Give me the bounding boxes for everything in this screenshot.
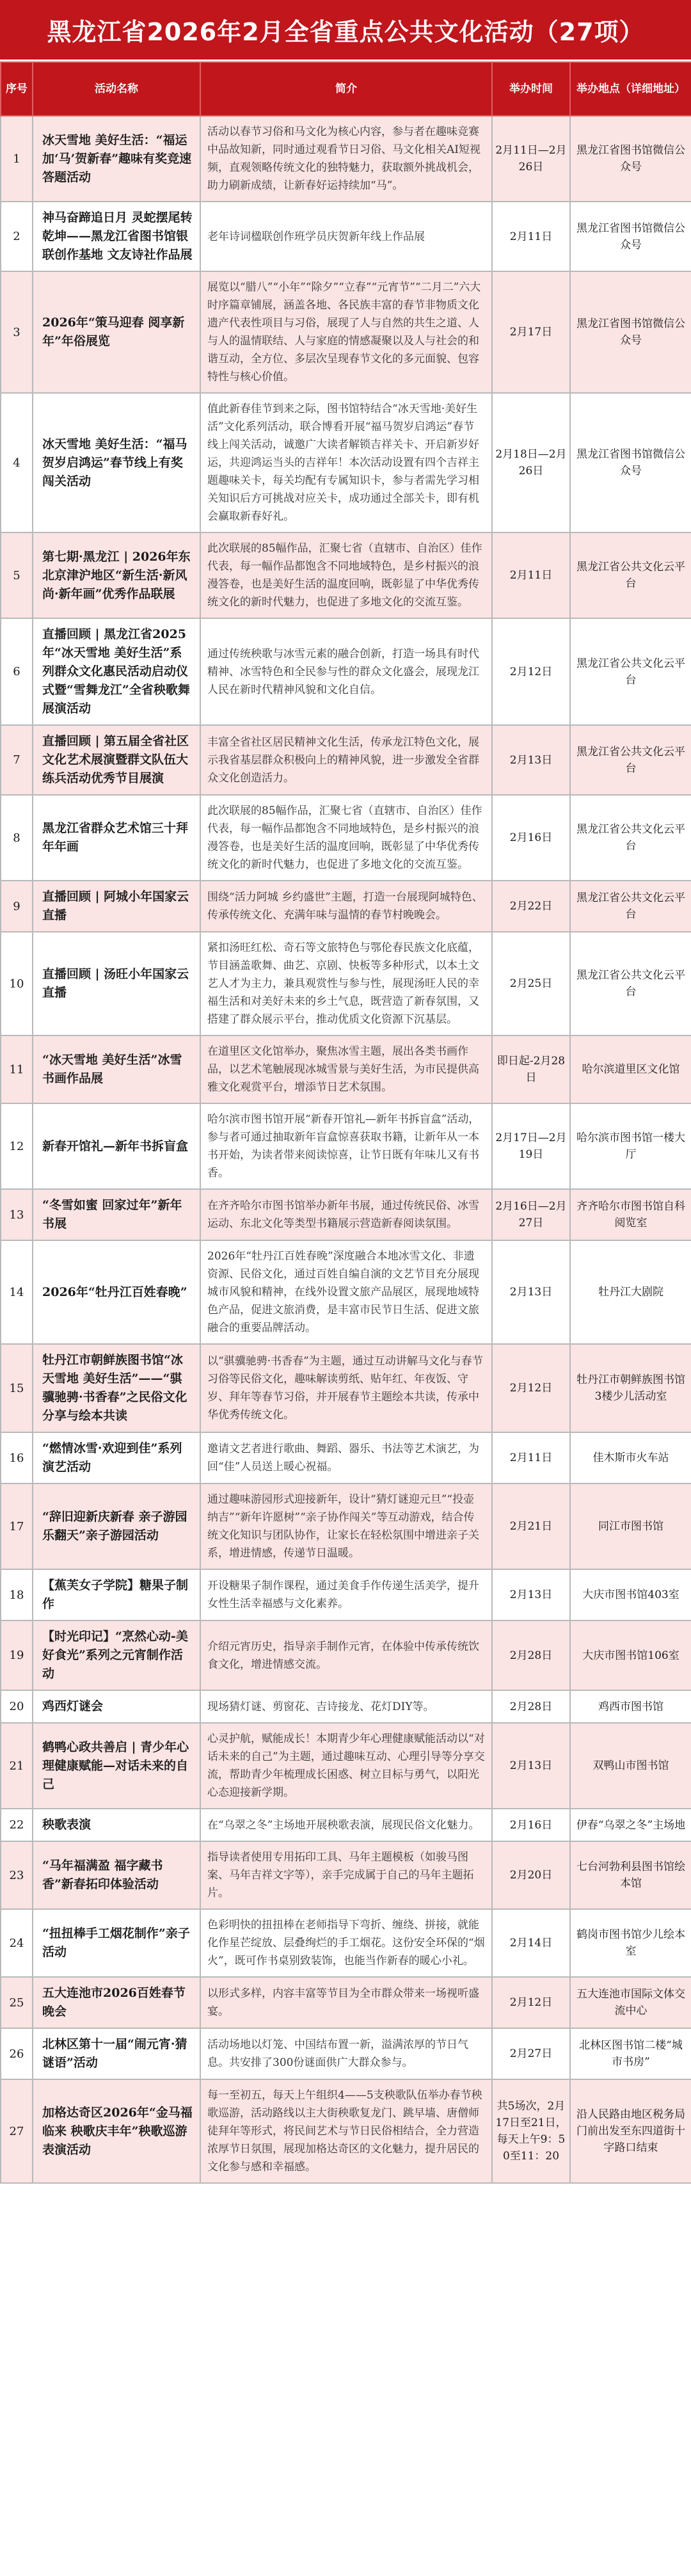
activity-location: 牡丹江市朝鲜族图书馆3楼少儿活动室 [570,1344,691,1432]
table-row [1,1620,691,1690]
table-row [1,532,691,618]
activity-location: 黑龙江省公共文化云平台 [570,881,691,932]
table-row [1,1809,691,1841]
activity-location: 黑龙江省图书馆微信公众号 [570,116,691,202]
activity-location: 同江市图书馆 [570,1484,691,1569]
table-header-row [1,62,691,116]
activity-time: 2月12日 [492,1344,570,1432]
activity-name: “马年福满盈 福字藏书香”新春拓印体验活动 [33,1841,200,1909]
activity-description: 值此新春佳节到来之际，图书馆特结合“冰天雪地·美好生活”文化系列活动，联合博看开展“福马贺岁启鸿运”春节线上闯关活动，诚邀广大读者解锁吉祥关卡、开启新岁好运，共迎鸿运当头的吉祥年！本次活动设置有四个吉祥主题趣味关卡，每关均配有专属知识卡，参与者需先学习相关知识后方可挑战对应关卡，成功通过全部关卡，即有机会赢取新春好礼。 [200,393,492,532]
activity-description: 在齐齐哈尔市图书馆举办新年书展，通过传统民俗、冰雪运动、东北文化等类型书籍展示营造新春阅读氛围。 [200,1189,492,1240]
row-number: 10 [1,932,33,1036]
activity-description: 每一至初五，每天上午组织4——5支秧歌队伍举办春节秧歌巡游，活动路线以主大街秧歌复龙门、跳早墙、唐僧师徒拜年等形式，将民间艺术与节日民俗相结合，全力营造浓厚节日氛围，展现加格达奇区的文化魅力，提升居民的文化参与感和幸福感。 [200,2079,492,2183]
activity-time: 2月17日 [492,271,570,393]
activity-name: 牡丹江市朝鲜族图书馆“冰天雪地 美好生活”——“骐骥驰骋·书香春”之民俗文化分享与绘本共读 [33,1344,200,1432]
row-number: 14 [1,1240,33,1344]
activity-location: 哈尔滨市图书馆一楼大厅 [570,1103,691,1189]
activity-time: 2月18日—2月26日 [492,393,570,532]
activity-location: 牡丹江大剧院 [570,1240,691,1344]
activity-description: 在道里区文化馆举办，聚焦冰雪主题，展出各类书画作品，以艺术笔触展现冰城雪景与美好生活，为市民提供高雅文化观赏平台，增添节日艺术氛围。 [200,1036,492,1103]
activity-name: 直播回顾 | 第五届全省社区文化艺术展演暨群文队伍大练兵活动优秀节目展演 [33,725,200,795]
row-number: 3 [1,271,33,393]
activity-name: 【蕉芙女子学院】糖果子制作 [33,1569,200,1620]
row-number: 5 [1,532,33,618]
activity-name: 五大连池市2026百姓春节晚会 [33,1977,200,2028]
activity-description: 色彩明快的扭扭棒在老师指导下弯折、缠绕、拼接，就能化作星芒绽放、层叠绚烂的手工烟花。这份安全环保的“烟火”，既可作书桌别致装饰，也能当作新春的暖心小礼。 [200,1909,492,1977]
activity-location: 北林区图书馆二楼“城市书房” [570,2028,691,2079]
activity-name: 新春开馆礼—新年书拆盲盒 [33,1103,200,1189]
row-number: 17 [1,1484,33,1569]
activity-description: 心灵护航，赋能成长！本期青少年心理健康赋能活动以“对话未来的自己”为主题，通过趣味互动、心理引导等分享交流，帮助青少年梳理成长困惑、树立目标与勇气，以阳光心态迎接新学期。 [200,1723,492,1809]
activity-location: 佳木斯市火车站 [570,1432,691,1484]
table-row [1,1569,691,1620]
activity-time: 2月11日 [492,1432,570,1484]
row-number: 27 [1,2079,33,2183]
activity-time: 2月28日 [492,1690,570,1723]
table-row [1,1036,691,1103]
activity-time: 2月28日 [492,1620,570,1690]
activities-table [0,61,691,2184]
activity-name: 2026年“牡丹江百姓春晚” [33,1240,200,1344]
activity-time: 2月27日 [492,2028,570,2079]
row-number: 24 [1,1909,33,1977]
activity-name: 第七期·黑龙江 | 2026年东北京津沪地区“新生活·新风尚·新年画”优秀作品联展 [33,532,200,618]
activity-name: “冰天雪地 美好生活”冰雪书画作品展 [33,1036,200,1103]
row-number: 13 [1,1189,33,1240]
activity-description: 介绍元宵历史，指导亲手制作元宵，在体验中传承传统饮食文化，增进情感交流。 [200,1620,492,1690]
activity-name: 秧歌表演 [33,1809,200,1841]
table-row [1,2079,691,2183]
activity-time: 2月11日 [492,202,570,271]
activity-name: 直播回顾 | 阿城小年国家云直播 [33,881,200,932]
row-number: 23 [1,1841,33,1909]
activity-time: 2月13日 [492,1240,570,1344]
activity-name: 加格达奇区2026年“金马福临来 秧歌庆丰年”秧歌巡游表演活动 [33,2079,200,2183]
row-number: 6 [1,618,33,725]
row-number: 2 [1,202,33,271]
activity-time: 2月14日 [492,1909,570,1977]
activity-description: 通过趣味游园形式迎接新年，设计“猜灯谜迎元旦”“投壶纳吉”“新年许愿树”“亲子协作闯关”等互动游戏，结合传统文化知识与团队协作，让家长在轻松氛围中增进亲子关系，增进情感，传递节日温暖。 [200,1484,492,1569]
table-row [1,1240,691,1344]
activity-name: 直播回顾 | 汤旺小年国家云直播 [33,932,200,1036]
activity-location: 黑龙江省图书馆微信公众号 [570,393,691,532]
activity-description: 紧扣汤旺红松、奇石等文旅特色与鄂伦春民族文化底蕴，节目涵盖歌舞、曲艺、京剧、快板等多种形式，以本土文艺人才为主力，兼具观赏性与参与性，展现汤旺人民的幸福生活和对美好未来的乡土气息，既营造了新春氛围，又搭建了群众展示平台，推动优质文化资源下沉基层。 [200,932,492,1036]
row-number: 1 [1,116,33,202]
activity-location: 大庆市图书馆403室 [570,1569,691,1620]
table-row [1,2028,691,2079]
activity-description: 在“乌翠之冬”主场地开展秧歌表演，展现民俗文化魅力。 [200,1809,492,1841]
row-number: 8 [1,795,33,881]
activity-description: 指导读者使用专用拓印工具、马年主题模板（如骏马图案、马年吉祥文字等），亲手完成属于自己的马年主题拓片。 [200,1841,492,1909]
activity-name: 直播回顾 | 黑龙江省2025年“冰天雪地 美好生活”系列群众文化惠民活动启动仪式暨“雪舞龙江”全省秧歌舞展演活动 [33,618,200,725]
activity-time: 2月21日 [492,1484,570,1569]
activity-location: 双鸭山市图书馆 [570,1723,691,1809]
activity-location: 黑龙江省图书馆微信公众号 [570,202,691,271]
row-number: 26 [1,2028,33,2079]
activity-description: 此次联展的85幅作品，汇聚七省（直辖市、自治区）佳作代表，每一幅作品都饱含不同地域特色，是乡村振兴的浪漫答卷，也是美好生活的温度回响，既彰显了中华优秀传统文化的新时代魅力，也促进了多地文化的交流互鉴。 [200,795,492,881]
table-row [1,1723,691,1809]
header-time: 举办时间 [492,62,570,116]
activity-time: 2月13日 [492,725,570,795]
row-number: 15 [1,1344,33,1432]
table-row [1,932,691,1036]
activity-location: 哈尔滨道里区文化馆 [570,1036,691,1103]
activity-name: 冰天雪地 美好生活：“福马贺岁启鸿运”春节线上有奖闯关活动 [33,393,200,532]
activity-location: 黑龙江省公共文化云平台 [570,618,691,725]
table-row [1,1103,691,1189]
activity-description: 以形式多样，内容丰富等节目为全市群众带来一场视听盛宴。 [200,1977,492,2028]
header-no: 序号 [1,62,33,116]
activity-time: 2月16日—2月27日 [492,1189,570,1240]
table-row [1,881,691,932]
activity-location: 七台河勃利县图书馆绘本馆 [570,1841,691,1909]
row-number: 7 [1,725,33,795]
table-row [1,1909,691,1977]
activity-time: 2月12日 [492,618,570,725]
table-row [1,1189,691,1240]
row-number: 16 [1,1432,33,1484]
row-number: 22 [1,1809,33,1841]
activity-name: “燃情冰雪·欢迎到佳”系列演艺活动 [33,1432,200,1484]
activity-location: 鹤岗市图书馆少儿绘本室 [570,1909,691,1977]
table-row [1,1841,691,1909]
activity-description: 现场猜灯谜、剪窗花、吉诗接龙、花灯DIY等。 [200,1690,492,1723]
table-body [1,116,691,2183]
activity-name: 黑龙江省群众艺术馆三十拜年年画 [33,795,200,881]
activity-name: “辞旧迎新庆新春 亲子游园乐翻天”亲子游园活动 [33,1484,200,1569]
table-row [1,795,691,881]
activity-time: 2月11日—2月26日 [492,116,570,202]
activity-description: 邀请文艺者进行歌曲、舞蹈、器乐、书法等艺术演艺，为回“佳”人员送上暖心祝福。 [200,1432,492,1484]
activity-description: 展览以“腊八”“小年”“除夕”“立春”“元宵节”“二月二”六大时序篇章铺展，涵盖各地、各民族丰富的春节非物质文化遗产代表性项目与习俗，展现了人与自然的共生之道、人与人的温情联结、人与家庭的情感凝聚以及人与社会的和谐互动，全方位、多层次呈现春节文化的多元面貌、包容特性与核心价值。 [200,271,492,393]
activity-name: 神马奋蹄追日月 灵蛇摆尾转乾坤——黑龙江省图书馆银联创作基地 文友诗社作品展 [33,202,200,271]
activity-time: 2月22日 [492,881,570,932]
activity-location: 黑龙江省公共文化云平台 [570,725,691,795]
row-number: 4 [1,393,33,532]
row-number: 20 [1,1690,33,1723]
activity-time: 即日起-2月28日 [492,1036,570,1103]
activity-location: 齐齐哈尔市图书馆自科阅览室 [570,1189,691,1240]
activity-time: 2月16日 [492,1809,570,1841]
activity-description: 此次联展的85幅作品，汇聚七省（直辖市、自治区）佳作代表，每一幅作品都饱含不同地域特色，是乡村振兴的浪漫答卷，也是美好生活的温度回响，既彰显了中华优秀传统文化的新时代魅力，也促进了多地文化的交流互鉴。 [200,532,492,618]
table-row [1,271,691,393]
activity-location: 伊春“乌翠之冬”主场地 [570,1809,691,1841]
activity-location: 鸡西市图书馆 [570,1690,691,1723]
activity-description: 2026年“牡丹江百姓春晚”深度融合本地冰雪文化、非遗资源、民俗文化，通过百姓自编自演的文艺节目充分展现城市风貌和精神，在线外设置文旅产品展区，展现地域特色产品，促进文旅消费，是丰富市民节日生活、促进文旅融合的重要品牌活动。 [200,1240,492,1344]
table-row [1,618,691,725]
activity-name: “扭扭棒手工烟花制作”亲子活动 [33,1909,200,1977]
activity-name: 北林区第十一届“闹元宵·猜谜语”活动 [33,2028,200,2079]
activity-location: 黑龙江省公共文化云平台 [570,795,691,881]
activity-time: 2月13日 [492,1723,570,1809]
table-row [1,116,691,202]
activity-location: 黑龙江省图书馆微信公众号 [570,271,691,393]
activity-time: 2月12日 [492,1977,570,2028]
activity-time: 2月13日 [492,1569,570,1620]
table-row [1,1977,691,2028]
activity-location: 大庆市图书馆106室 [570,1620,691,1690]
table-row [1,1690,691,1723]
activity-time: 2月16日 [492,795,570,881]
table-row [1,1344,691,1432]
table-row [1,393,691,532]
row-number: 19 [1,1620,33,1690]
activity-location: 黑龙江省公共文化云平台 [570,932,691,1036]
table-row [1,202,691,271]
row-number: 11 [1,1036,33,1103]
row-number: 12 [1,1103,33,1189]
activity-description: 哈尔滨市图书馆开展“新春开馆礼—新年书拆盲盒”活动，参与者可通过抽取新年盲盒惊喜获取书籍，让新年从一本书开始，为读者带来阅读惊喜，让节日既有年味儿又有书香。 [200,1103,492,1189]
activity-time: 2月20日 [492,1841,570,1909]
table-row [1,725,691,795]
activity-name: 【时光印记】“烹然心动-美好食光”系列之元宵制作活动 [33,1620,200,1690]
activity-description: 活动以春节习俗和马文化为核心内容，参与者在趣味竞赛中品故知新，同时通过观看节日习俗、马文化相关AI短视频，直观领略传统文化的独特魅力，获取额外挑战机会，助力刷新成绩，让新春好运持续加“马”。 [200,116,492,202]
activity-name: 鹤鸭心政共善启 | 青少年心理健康赋能—对话未来的自己 [33,1723,200,1809]
header-name: 活动名称 [33,62,200,116]
row-number: 18 [1,1569,33,1620]
activity-time: 2月11日 [492,532,570,618]
activity-description: 老年诗词楹联创作班学员庆贺新年线上作品展 [200,202,492,271]
header-desc: 简介 [200,62,492,116]
activity-location: 沿人民路由地区税务局门前出发至东四道街十字路口结束 [570,2079,691,2183]
activity-location: 黑龙江省公共文化云平台 [570,532,691,618]
header-location: 举办地点（详细地址） [570,62,691,116]
activity-name: “冬雪如蜜 回家过年”新年书展 [33,1189,200,1240]
table-row [1,1432,691,1484]
activity-description: 开设糖果子制作课程，通过美食手作传递生活美学，提升女性生活幸福感与文化素养。 [200,1569,492,1620]
page-title: 黑龙江省2026年2月全省重点公共文化活动（27项） [0,0,691,61]
activity-location: 五大连池市国际文体交流中心 [570,1977,691,2028]
row-number: 9 [1,881,33,932]
row-number: 25 [1,1977,33,2028]
activity-description: 围绕“活力阿城 乡约盛世”主题，打造一台展现阿城特色、传承传统文化、充满年味与温情的春节村晚晚会。 [200,881,492,932]
activity-name: 鸡西灯谜会 [33,1690,200,1723]
activity-description: 丰富全省社区居民精神文化生活，传承龙江特色文化，展示我省基层群众积极向上的精神风貌，进一步激发全省群众文化创造活力。 [200,725,492,795]
activity-name: 2026年“策马迎春 阅享新年”年俗展览 [33,271,200,393]
activity-time: 2月17日—2月19日 [492,1103,570,1189]
activity-time: 共5场次，2月17日至21日，每天上午9：50至11：20 [492,2079,570,2183]
row-number: 21 [1,1723,33,1809]
activity-description: 活动场地以灯笼、中国结布置一新，溢满浓厚的节日气息。共安排了300份谜面供广大群众参与。 [200,2028,492,2079]
activity-time: 2月25日 [492,932,570,1036]
activity-name: 冰天雪地 美好生活：“福运加‘马’贺新春”趣味有奖竞速答题活动 [33,116,200,202]
activity-description: 以“骐骥驰骋·书香春”为主题，通过互动讲解马文化与春节习俗等民俗文化，趣味解读剪纸、贴年红、年夜饭、守岁、拜年等春节习俗，并开展春节主题绘本共读，传承中华优秀传统文化。 [200,1344,492,1432]
table-row [1,1484,691,1569]
activity-description: 通过传统秧歌与冰雪元素的融合创新，打造一场具有时代精神、冰雪特色和全民参与性的群众文化盛会，展现龙江人民在新时代精神风貌和文化自信。 [200,618,492,725]
